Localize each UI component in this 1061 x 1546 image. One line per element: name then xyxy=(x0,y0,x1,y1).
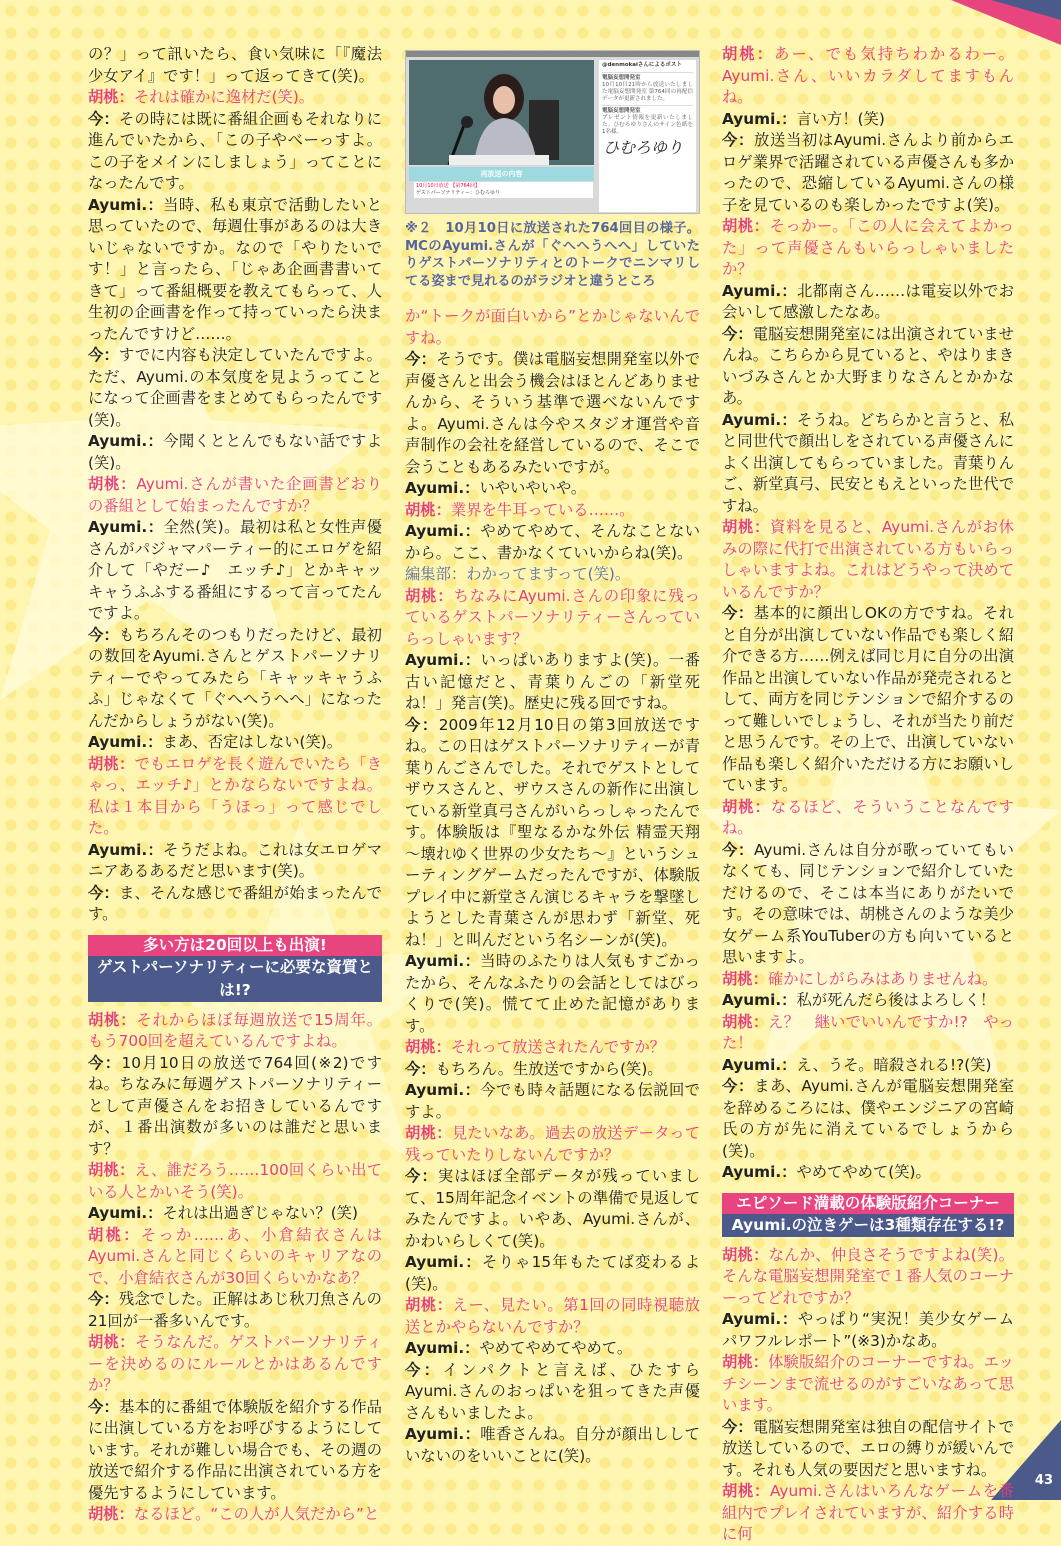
dialogue-line xyxy=(722,517,1014,603)
speaker-label: 編集部： xyxy=(405,565,467,583)
dialogue-text: やっぱり“実況！美少女ゲームパワフルレポート”(※3)かなあ。 xyxy=(722,1310,1014,1350)
dialogue-text: Ayumi.さんが書いた企画書どおりの番組として始まったんですか？ xyxy=(88,475,382,515)
dialogue-line xyxy=(88,1160,382,1203)
speaker-label: 今： xyxy=(722,131,754,149)
section-heading-line1: 多い方は20回以上も出演! xyxy=(88,935,382,956)
speaker-label: Ayumi.： xyxy=(405,952,481,970)
host-at-microphone-image xyxy=(409,60,594,165)
dialogue-line xyxy=(88,840,382,883)
speaker-label: Ayumi.： xyxy=(88,1204,163,1222)
dialogue-line xyxy=(88,109,382,195)
dialogue-line xyxy=(405,349,700,478)
dialogue-text: えー、見たい。第1回の同時視聴放送とかやらないんですか？ xyxy=(405,1296,700,1336)
speaker-label: 今： xyxy=(722,324,753,343)
speaker-label: Ayumi.： xyxy=(722,1055,797,1074)
dialogue-text: そうです。僕は電脳妄想開発室以外で声優さんと出会う機会はほとんどありませんから、そういう基準で選べないんですよ。Ayumi.さんは今やスタジオ運営や音声制作の会社を経営しているので、そこで会うこともあるみたいですが。 xyxy=(405,350,700,476)
dialogue-line xyxy=(88,754,382,840)
dialogue-text: Ayumi.さんはいろんなゲームを番組内でプレイされていますが、紹介する時に何 xyxy=(722,1482,1014,1543)
dialogue-line xyxy=(405,478,700,500)
dialogue-line xyxy=(722,797,1014,840)
section-heading-line2: ゲストパーソナリティーに必要な資質とは!? xyxy=(88,956,382,1002)
rebroadcast-label: 再放送の内容 xyxy=(409,167,594,181)
dialogue-line xyxy=(722,216,1014,281)
dialogue-text: 資料を見ると、Ayumi.さんがお休みの際に代打で出演されている方もいらっしゃいますよね。これはどうやって決めているんですか？ xyxy=(722,518,1014,601)
speaker-label: 今： xyxy=(88,1397,119,1416)
dialogue-text: 業界を牛耳っている……。 xyxy=(450,500,635,519)
dialogue-line xyxy=(88,474,382,517)
dialogue-line xyxy=(405,715,700,952)
dialogue-text: そっか……あ、小倉結衣さんはAyumi.さんと同じくらいのキャリアなので、小倉結衣さんが30回くらいかなあ？ xyxy=(88,1225,382,1287)
dialogue-text: 実はほぼ全部データが残っていまして、15周年記念イベントの準備で見返してみたんですよ。いやあ、Ayumi.さんが、かわいらしくて(笑)。 xyxy=(405,1167,700,1250)
column-middle-body xyxy=(405,306,700,1467)
speaker-label: Ayumi.： xyxy=(722,1310,798,1328)
speaker-label: 胡桃： xyxy=(88,1010,137,1029)
dialogue-line xyxy=(722,1162,1014,1184)
dialogue-text: え、誰だろう……100回くらい出ている人とかいそう(笑)。 xyxy=(88,1161,382,1201)
dialogue-text: 言い方！(笑) xyxy=(796,109,885,128)
dialogue-text: もちろん。生放送ですから(笑)。 xyxy=(435,1059,663,1078)
dialogue-text: もちろんそのつもりだったけど、最初の数回をAyumi.さんとゲストパーソナリティーでやってみたら「キャッキャうふふ」じゃなくて「ぐへへうへへ」になったんだからしょうがない(笑)。 xyxy=(88,625,382,730)
speaker-label: 胡桃： xyxy=(88,754,135,773)
speaker-label: Ayumi.： xyxy=(405,1339,480,1357)
speaker-label: 胡桃： xyxy=(722,518,770,536)
dialogue-line xyxy=(88,625,382,733)
speaker-label: 胡桃： xyxy=(405,1296,453,1314)
dialogue-text: なんか、仲良さそうですよね(笑)。そんな電脳妄想開発室で１番人気のコーナーってどれですか？ xyxy=(722,1245,1014,1307)
column-middle xyxy=(405,50,700,1467)
dialogue-text: そうだよね。これは女エロゲマニアあるあるだと思います(笑)。 xyxy=(88,840,382,880)
dialogue-line xyxy=(405,1166,700,1252)
dialogue-text: え？ 継いでいいんですか!? やった！ xyxy=(722,1012,1014,1052)
dialogue-line xyxy=(722,109,1014,131)
speaker-label: 胡桃： xyxy=(722,1353,769,1371)
dialogue-text: 今でも時々話題になる伝説回ですよ。 xyxy=(405,1081,700,1121)
dialogue-text: 2009年12月10日の第3回放送ですね。この日はゲストパーソナリティーが青葉りんごさんでした。それでゲストとしてザウスさんと、ザウスさんの新作に出演している新堂真弓さんがいらっしゃったんです。体験版は『聖なるかな外伝 精霊天翔 ～壊れゆく世界の少女たち～』というシューティングゲームだったんですが、体験版プレイ中に新堂さん演じるキャラを撃墜しようとした青葉さんが思わず「新堂、死ね！」と叫んだという名シーンが(笑)。 xyxy=(405,715,700,949)
dialogue-line xyxy=(722,130,1014,216)
dialogue-text: か“トークが面白いから”とかじゃないんですね。 xyxy=(405,307,700,347)
dialogue-text: その時には既に番組企画もそれなりに進んでいたから、「この子やべーっすよ。この子をメインにしましょう」ってことになったんです。 xyxy=(88,109,382,192)
dialogue-line xyxy=(405,650,700,715)
account-name: 電脳妄想開発室 xyxy=(602,75,641,81)
dialogue-text: まあ、Ayumi.さんが電脳妄想開発室を辞めるころには、僕やエンジニアの宮崎氏の方が先に消えているでしょうから(笑)。 xyxy=(722,1077,1014,1160)
episode-label: 10月10日放送 【第764回】 xyxy=(416,183,480,189)
speaker-label: 今： xyxy=(88,1053,122,1072)
speaker-label: Ayumi.： xyxy=(405,1081,481,1099)
speaker-label: 今： xyxy=(405,1059,436,1078)
speaker-label: Ayumi.： xyxy=(405,1253,482,1271)
speaker-label: 今： xyxy=(88,1290,119,1308)
dialogue-line xyxy=(88,1289,382,1332)
dialogue-text: あー、でも気持ちわかるわー。Ayumi.さん、いいカラダしてますもんね。 xyxy=(722,45,1014,106)
speaker-label: 今： xyxy=(88,883,119,902)
dialogue-line xyxy=(405,1424,700,1467)
speaker-label: Ayumi.： xyxy=(88,518,164,536)
dialogue-text: わかってますって(笑)。 xyxy=(466,565,631,583)
episode-info xyxy=(414,182,593,198)
dialogue-text: なるほど、そういうことなんですね。 xyxy=(722,797,1014,837)
dialogue-text: まあ、否定はしない(笑)。 xyxy=(162,733,343,751)
column-left xyxy=(88,44,382,1526)
dialogue-text: 電脳妄想開発室は独自の配信サイトで放送しているので、エロの縛りが緩いんです。それも人気の要因だと思いますね。 xyxy=(722,1417,1014,1479)
dialogue-text: 北都南さん……は電妄以外でお会いして感激したなあ。 xyxy=(722,281,1014,321)
speaker-label: 今： xyxy=(88,346,119,364)
dialogue-line xyxy=(88,732,382,754)
dialogue-line xyxy=(405,1037,700,1059)
section-heading xyxy=(88,935,382,1002)
speaker-label: 今： xyxy=(405,350,437,368)
dialogue-text: それは出過ぎじゃない？(笑) xyxy=(162,1204,358,1222)
dialogue-line xyxy=(722,1352,1014,1417)
dialogue-text: ちなみにAyumi.さんの印象に残っているゲストパーソナリティーさんっていらっしゃいます？ xyxy=(405,586,700,648)
dialogue-text: え、うそ。暗殺される!?(笑) xyxy=(796,1055,992,1074)
dialogue-text: 基本的に番組で体験版を紹介する作品に出演している方をお呼びするようにしています。それが難しい場合でも、その週の放送で紹介する作品に出演されている方を優先するようにしています。 xyxy=(88,1397,382,1502)
dialogue-line xyxy=(405,564,700,586)
dialogue-line xyxy=(722,281,1014,324)
dialogue-text: それって放送されたんですか？ xyxy=(450,1038,666,1056)
speaker-label: Ayumi.： xyxy=(88,195,164,214)
speaker-label: 胡桃： xyxy=(722,217,770,235)
speaker-label: Ayumi.： xyxy=(722,1163,797,1181)
speaker-label: 胡桃： xyxy=(722,1482,770,1500)
section-heading xyxy=(722,1193,1014,1237)
dialogue-line xyxy=(722,1417,1014,1482)
dialogue-line xyxy=(722,840,1014,969)
dialogue-text: やめてやめてやめて。 xyxy=(479,1339,633,1357)
figure-caption: ※２ 10月10日に放送された764回目の様子。MCのAyumi.さんが「ぐへへうへへ」していたりゲストパーソナリティとのトークでニンマリしてる姿まで見れるのがラジオと違うところ xyxy=(405,221,700,289)
dialogue-text: 10月10日の放送で764回(※2)ですね。ちなみに毎週ゲストパーソナリティーとして声優さんをお招きしているんですが、１番出演数が多いのは誰だと思います？ xyxy=(88,1053,382,1158)
dialogue-text: それは確かに逸材だ(笑)。 xyxy=(133,88,315,106)
speaker-label: 胡桃： xyxy=(405,1124,452,1142)
dialogue-line xyxy=(88,1203,382,1225)
dialogue-line xyxy=(88,1225,382,1290)
dialogue-text: Ayumi.さんは自分が歌っていてもいなくても、同じテンションで紹介していただけるので、そこは本当にありがたいです。その意味では、胡桃さんのような美少女ゲーム系YouTuberの方も向いていると思いますよ。 xyxy=(722,840,1014,966)
dialogue-text: なるほど。“この人が人気だから”と xyxy=(133,1505,380,1523)
dialogue-text: いやいやいや。 xyxy=(479,479,587,497)
speaker-label: 胡桃： xyxy=(722,45,775,63)
guest-line: ゲストパーソナリティー：ひむろゆり xyxy=(416,190,501,196)
dialogue-line xyxy=(722,990,1014,1012)
speaker-label: Ayumi.： xyxy=(88,840,164,859)
speaker-label: 胡桃： xyxy=(88,1161,135,1179)
dialogue-text: 今聞くととんでもない話ですよ(笑)。 xyxy=(88,432,382,472)
post-text: 10月10日21時から放送いたしました電脳妄想開発室 第764回の再配信データが更新されました。 xyxy=(602,82,693,102)
speaker-label: Ayumi.： xyxy=(88,432,164,450)
dialogue-line xyxy=(405,1360,700,1425)
speaker-label: 胡桃： xyxy=(88,88,134,106)
social-post xyxy=(602,105,693,136)
dialogue-line xyxy=(88,44,382,87)
dialogue-text: 体験版紹介のコーナーですね。エッチシーンまで流せるのがすごいなあって思います。 xyxy=(722,1353,1014,1414)
dialogue-line xyxy=(405,1123,700,1166)
dialogue-line xyxy=(405,951,700,1037)
speaker-label: 今： xyxy=(88,109,119,128)
dialogue-line xyxy=(405,521,700,564)
dialogue-text: 基本的に顔出しOKの方ですね。それと自分が出演していない作品でも楽しく紹介できる方……例えば同じ月に自分の出演作品と出演していない作品が発売されるとして、両方を同じテンションで紹介するのって難しいでしょうし、それが当たり前だと思うんです。その上で、出演していない作品も楽しく紹介いただける方にお願いしています。 xyxy=(722,604,1014,794)
speaker-label: 今： xyxy=(88,625,119,644)
speaker-label: 胡桃： xyxy=(405,586,454,605)
account-name: 電脳妄想開発室 xyxy=(602,108,641,114)
dialogue-line xyxy=(405,1252,700,1295)
section-heading-line2: Ayumi.の泣きゲーは3種類存在する!? xyxy=(722,1214,1014,1237)
dialogue-line xyxy=(722,1481,1014,1546)
dialogue-text: インパクトと言えば、ひたすらAyumi.さんのおっぱいを狙ってきた声優さんもいましたよ。 xyxy=(405,1360,700,1422)
dialogue-line xyxy=(722,324,1014,410)
speaker-label: 胡桃： xyxy=(88,1225,141,1244)
dialogue-line xyxy=(722,1076,1014,1162)
column-right xyxy=(722,44,1014,1546)
dialogue-text: 私が死んだら後はよろしく！ xyxy=(796,991,996,1009)
dialogue-text: やめてやめて(笑)。 xyxy=(796,1163,931,1181)
speaker-label: 胡桃： xyxy=(722,969,768,988)
speaker-label: 今： xyxy=(722,604,754,622)
speaker-label: Ayumi.： xyxy=(722,991,797,1009)
dialogue-line xyxy=(722,969,1014,991)
dialogue-text: すでに内容も決定していたんですよ。ただ、Ayumi.の本気度を見ようってことになって企画書をまとめてもらったんです(笑)。 xyxy=(88,346,382,429)
dialogue-text: そうね。どちらかと言うと、私と同世代で顔出しをされている声優さんによく出演してもらっていました。青葉りんご、新堂真弓、民安ともえといった世代ですね。 xyxy=(722,410,1014,515)
speaker-label: 今： xyxy=(405,1167,438,1185)
dialogue-line xyxy=(722,603,1014,797)
dialogue-text: 残念でした。正解はあじ秋刀魚さんの21回が一番多いんです。 xyxy=(88,1290,382,1330)
speaker-label: 胡桃： xyxy=(88,475,137,493)
speaker-label: 胡桃： xyxy=(405,500,451,519)
speaker-label: 胡桃： xyxy=(88,1333,135,1351)
speaker-label: Ayumi.： xyxy=(405,479,480,497)
dialogue-line xyxy=(88,1504,382,1526)
dialogue-line xyxy=(405,1059,700,1081)
dialogue-text: 唯香さんね。自分が顔出ししていないのをいいことに(笑)。 xyxy=(405,1425,700,1465)
dialogue-line xyxy=(405,1338,700,1360)
dialogue-line xyxy=(88,1053,382,1161)
dialogue-text: 見たいなあ。過去の放送データって残っていたりしないんですか？ xyxy=(405,1124,700,1164)
dialogue-line xyxy=(88,345,382,431)
dialogue-line xyxy=(722,44,1014,109)
social-post-panel xyxy=(599,60,696,212)
dialogue-line xyxy=(722,1055,1014,1077)
section-heading-line1: エピソード満載の体験版紹介コーナー xyxy=(722,1193,1014,1214)
speaker-label: Ayumi.： xyxy=(722,281,797,300)
speaker-label: 今： xyxy=(722,1417,753,1436)
dialogue-text: そっかー。「この人に会えてよかった」って声優さんもいらっしゃいましたか？ xyxy=(722,217,1014,278)
dialogue-text: そうなんだ。ゲストパーソナリティーを決めるのにルールとかはあるんですか？ xyxy=(88,1333,382,1394)
dialogue-text: でもエロゲを長く遊んでいたら「きゃっ、エッチ♪」とかならないですよね。私は１本目から「うほっ」って感じでした。 xyxy=(88,754,382,837)
dialogue-line xyxy=(88,1010,382,1053)
dialogue-line xyxy=(88,195,382,346)
dialogue-line xyxy=(88,517,382,625)
dialogue-line xyxy=(88,883,382,926)
dialogue-line xyxy=(88,1332,382,1397)
speaker-label: Ayumi.： xyxy=(405,651,481,669)
post-panel-header: @denmokaiさんによるポスト xyxy=(602,62,682,68)
dialogue-line xyxy=(405,586,700,651)
dialogue-line xyxy=(405,1295,700,1338)
speaker-label: 今： xyxy=(722,840,754,859)
screenshot-top-bar xyxy=(406,51,699,57)
dialogue-line xyxy=(88,87,382,109)
speaker-label: 胡桃： xyxy=(722,1245,769,1264)
dialogue-text: いっぱいありますよ(笑)。一番古い記憶だと、青葉りんごの「新堂死ね！」発言(笑)。歴史に残る回ですね。 xyxy=(405,651,700,712)
dialogue-text: 放送当初はAyumi.さんより前からエロゲ業界で活躍されている声優さんも多かったので、恐縮しているAyumi.さんの様子を見ているのも楽しかったですよ(笑)。 xyxy=(722,131,1014,214)
signature-image: ひむろゆり xyxy=(603,138,684,157)
speaker-label: 今： xyxy=(405,1360,443,1379)
speaker-label: 胡桃： xyxy=(722,797,771,816)
speaker-label: Ayumi.： xyxy=(88,733,163,751)
dialogue-text: やめてやめて、そんなことないから。ここ、書かなくていいからね(笑)。 xyxy=(405,522,700,562)
dialogue-line xyxy=(405,500,700,522)
dialogue-text: そりゃ15年もたてば変わるよ(笑)。 xyxy=(405,1253,700,1293)
dialogue-text: 電脳妄想開発室には出演されていませんね。こちらから見ていると、やはりまきいづみさんとか大野まりなさんとかかなあ。 xyxy=(722,324,1014,407)
dialogue-line xyxy=(405,1080,700,1123)
dialogue-line xyxy=(722,1012,1014,1055)
speaker-label: Ayumi.： xyxy=(405,522,481,540)
dialogue-line xyxy=(405,306,700,349)
dialogue-text: 全然(笑)。最初は私と女性声優さんがパジャマパーティー的にエロゲを紹介して「やだー♪ エッチ♪」とかキャッキャうふふする番組にするって言ってたんですよ。 xyxy=(88,518,382,622)
dialogue-text: ま、そんな感じで番組が始まったんです。 xyxy=(88,883,382,923)
speaker-label: 今： xyxy=(722,1077,755,1095)
dialogue-text: 確かにしがらみはありませんね。 xyxy=(767,969,998,988)
speaker-label: Ayumi.： xyxy=(722,109,797,128)
dialogue-text: 当時のふたりは人気もすごかったから、そんなふたりの会話としてはびっくりで(笑)。慌てて止めた記憶があります。 xyxy=(405,952,700,1035)
video-frame xyxy=(409,60,594,165)
dialogue-line xyxy=(88,1397,382,1505)
page-number: 43 xyxy=(1034,1473,1053,1488)
social-post xyxy=(602,72,693,103)
speaker-label: 胡桃： xyxy=(405,1038,451,1056)
dialogue-line xyxy=(722,410,1014,518)
dialogue-line xyxy=(88,431,382,474)
speaker-label: 胡桃： xyxy=(722,1012,769,1031)
dialogue-line xyxy=(722,1245,1014,1310)
speaker-label: 胡桃： xyxy=(88,1505,134,1523)
broadcast-screenshot xyxy=(405,50,700,214)
dialogue-text: 当時、私も東京で活動したいと思っていたので、毎週仕事があるのは大きいじゃないですか。なので「やりたいです！」と言ったら、「じゃあ企画書書いてきて」って番組概要を教えてもらって、人生初の企画書を作って持っていったら決まったんですけど……。 xyxy=(88,195,382,343)
dialogue-line xyxy=(722,1309,1014,1352)
speaker-label: Ayumi.： xyxy=(722,410,797,429)
speaker-label: 今： xyxy=(405,715,439,734)
speaker-label: Ayumi.： xyxy=(405,1425,481,1443)
dialogue-text: の？」って訊いたら、食い気味に「『魔法少女アイ』です！」って返ってきて(笑)。 xyxy=(88,45,382,85)
dialogue-text: それからほぼ毎週放送で15周年。もう700回を超えているんですよね。 xyxy=(88,1010,382,1050)
post-text: プレゼント情報を更新いたしました。ひむろゆりさんのサイン色紙を1名様。 xyxy=(602,115,693,135)
